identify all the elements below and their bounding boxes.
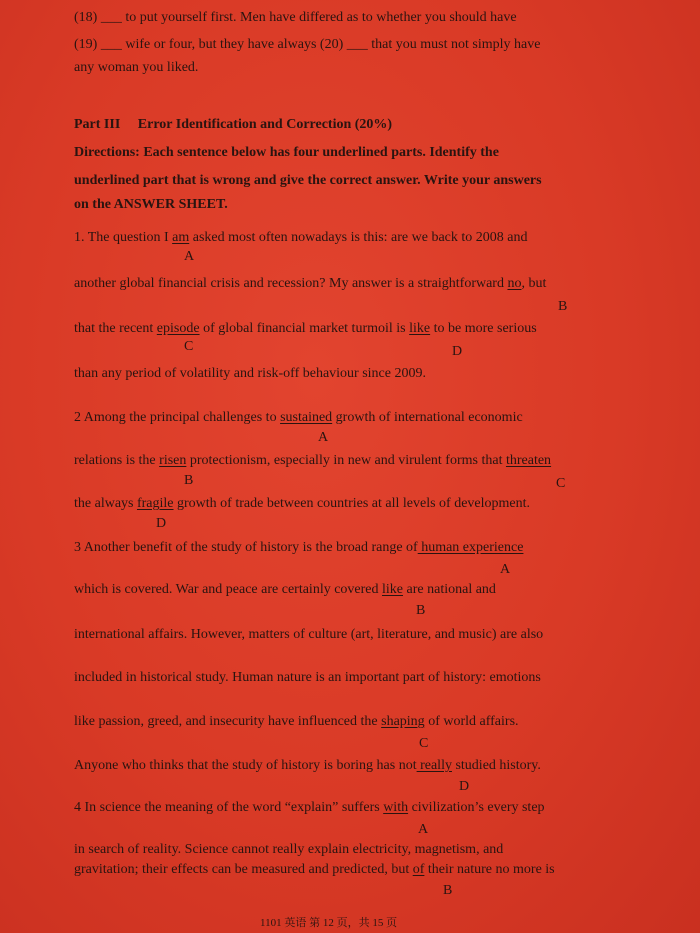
underlined-part: risen: [159, 453, 187, 468]
option-letter-b: B: [416, 603, 426, 618]
q3-line-3: international affairs. However, matters of culture (art, literature, and music) are also: [74, 627, 544, 642]
option-letter-a: A: [418, 822, 429, 837]
q3-line-6: [74, 758, 541, 774]
blank-number: (19): [74, 37, 98, 52]
q2-line-2: [74, 453, 551, 469]
text: studied history.: [451, 758, 541, 773]
text: of global financial market turmoil is: [199, 321, 410, 336]
text: gravitation; their effects can be measured and predicted, but: [74, 862, 413, 877]
text: growth of trade between countries at all levels of development.: [173, 496, 531, 511]
option-letter-b: B: [443, 883, 453, 898]
cloze-text: that you must not simply have: [371, 37, 541, 52]
text: like passion, greed, and insecurity have influenced the: [74, 714, 382, 729]
underlined-part: of: [412, 862, 425, 877]
q1-line-2: [74, 276, 546, 292]
option-letter-b: B: [184, 473, 194, 488]
q3-line-1: [74, 540, 523, 556]
text: 2 Among the principal challenges to: [74, 410, 281, 425]
blank-number: (18): [74, 10, 98, 25]
option-letter-a: A: [500, 562, 511, 577]
underlined-part: sustained: [280, 410, 333, 425]
text: another global financial crisis and recession? My answer is a straightforward: [74, 276, 508, 291]
option-letter-d: D: [156, 516, 167, 531]
text: of world affairs.: [424, 714, 519, 729]
text: , but: [521, 276, 547, 291]
underlined-part: am: [172, 230, 190, 245]
text: which is covered. War and peace are certainly covered: [74, 582, 383, 597]
q3-line-4: included in historical study. Human nature is an important part of history: emotions: [74, 670, 541, 685]
blank: ___: [346, 37, 368, 52]
text: 3 Another benefit of the study of history is the broad range of: [74, 540, 418, 555]
part-title: Part III Error Identification and Correction (20%): [74, 117, 393, 132]
cloze-text: to put yourself first. Men have differed as to whether you should have: [125, 10, 517, 25]
underlined-part: shaping: [381, 714, 425, 729]
text: growth of international economic: [332, 410, 523, 425]
text: relations is the: [74, 453, 160, 468]
option-letter-d: D: [452, 344, 463, 359]
q1-line-4: than any period of volatility and risk-off behaviour since 2009.: [74, 366, 426, 381]
q3-line-2: [74, 582, 496, 598]
text: protectionism, especially in new and virulent forms that: [186, 453, 506, 468]
text: the always: [74, 496, 137, 511]
q4-line-2: in search of reality. Science cannot really explain electricity, magnetism, and: [74, 842, 504, 857]
q1-line-1: [74, 230, 528, 246]
underlined-part: threaten: [505, 453, 552, 468]
q3-line-5: [74, 714, 519, 730]
underlined-part: fragile: [136, 496, 174, 511]
cloze-line-18: [74, 10, 517, 26]
q4-line-1: [74, 800, 545, 816]
text: that the recent: [74, 321, 157, 336]
option-letter-a: A: [184, 249, 195, 264]
option-letter-b: B: [558, 299, 568, 314]
option-letter-c: C: [184, 339, 194, 354]
q2-line-1: [74, 410, 523, 426]
option-letter-c: C: [556, 476, 566, 491]
underlined-part: no: [507, 276, 522, 291]
q2-line-3: [74, 496, 530, 512]
underlined-part: like: [409, 321, 431, 336]
text: their nature no more is: [424, 862, 555, 877]
underlined-part: with: [383, 800, 409, 815]
text: are national and: [403, 582, 496, 597]
text: to be more serious: [430, 321, 537, 336]
text: civilization’s every step: [408, 800, 545, 815]
text: asked most often nowadays is this: are we back to 2008 and: [189, 230, 528, 245]
underlined-part: episode: [156, 321, 200, 336]
blank: ___: [100, 10, 122, 25]
blank: ___: [100, 37, 122, 52]
option-letter-c: C: [419, 736, 429, 751]
underlined-part: human experience: [417, 540, 524, 555]
directions-line-1: Directions: Each sentence below has four underlined parts. Identify the: [74, 145, 499, 160]
text: 4 In science the meaning of the word “explain” suffers: [74, 800, 384, 815]
underlined-part: like: [382, 582, 404, 597]
directions-line-2: underlined part that is wrong and give the correct answer. Write your answers: [74, 173, 542, 188]
cloze-line-end: any woman you liked.: [74, 60, 199, 75]
page-footer: 1101 英语 第 12 页，共 15 页: [260, 917, 398, 929]
q4-line-3: [74, 862, 555, 878]
cloze-text: wife or four, but they have always (20): [125, 37, 344, 52]
text: Anyone who thinks that the study of history is boring has not: [74, 758, 417, 773]
option-letter-d: D: [459, 779, 470, 794]
directions-line-3: on the ANSWER SHEET.: [74, 197, 228, 212]
option-letter-a: A: [318, 430, 329, 445]
q1-line-3: [74, 321, 537, 337]
text: 1. The question I: [74, 230, 173, 245]
underlined-part: really: [416, 758, 452, 773]
cloze-line-19: [74, 37, 540, 53]
